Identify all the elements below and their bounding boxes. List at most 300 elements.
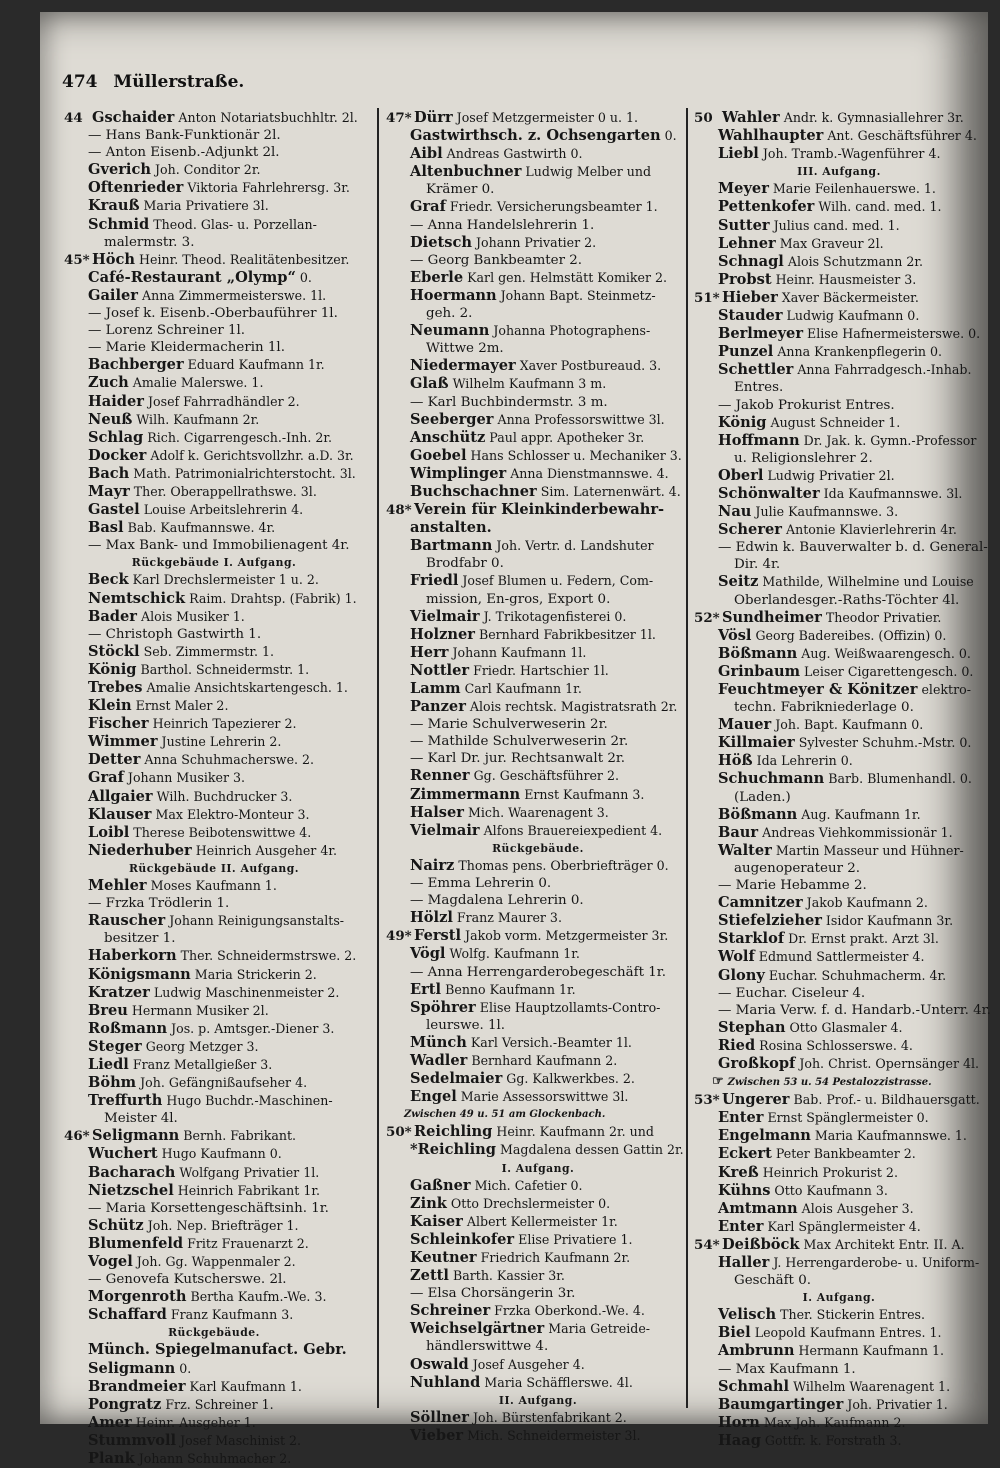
entry-continuation: Krämer 0. <box>426 182 495 198</box>
directory-entry <box>386 927 690 945</box>
street-name: Müllerstraße. <box>113 72 245 92</box>
entry-surname: Reichling <box>414 1123 493 1141</box>
entry-surname: Böhm <box>88 1074 137 1092</box>
entry-details: Mich. Waarenagent 3. <box>463 804 609 820</box>
directory-entry <box>386 1374 690 1392</box>
entry-surname: Deißböck <box>722 1235 800 1253</box>
directory-entry <box>694 145 984 163</box>
directory-entry <box>694 1164 984 1182</box>
entry-surname: Gailer <box>88 286 138 304</box>
entry-surname: Camnitzer <box>718 894 803 912</box>
directory-entry <box>386 1213 690 1231</box>
entry-surname: Engel <box>410 1088 457 1106</box>
directory-entry <box>64 161 364 179</box>
entry-surname: Glaß <box>410 375 449 393</box>
section-heading: I. Aufgang. <box>501 1161 575 1175</box>
entry-details: Hermann Musiker 2l. <box>127 1002 269 1018</box>
directory-entry <box>694 1306 984 1324</box>
directory-entry <box>694 1127 984 1145</box>
entry-surname: Kratzer <box>88 983 150 1001</box>
directory-entry <box>694 1236 984 1254</box>
entry-ditto: — Anton Eisenb.-Adjunkt 2l. <box>88 145 280 161</box>
pointing-hand-icon: ☞ <box>712 1074 724 1090</box>
entry-details: Joh. Tramb.-Wagenführer 4. <box>758 146 941 162</box>
entry-surname: Münch. Spiegelmanufact. Gebr. <box>88 1341 347 1359</box>
entry-surname: Amer <box>88 1413 132 1431</box>
entry-surname: Herr <box>410 643 449 661</box>
directory-entry <box>694 467 984 485</box>
entry-surname: Wuchert <box>88 1145 158 1163</box>
directory-entry <box>694 645 984 663</box>
entry-details: Aug. Weißwaarengesch. 0. <box>797 645 971 661</box>
entry-details: Max Architekt Entr. II. A. <box>799 1236 965 1252</box>
directory-entry <box>386 1195 690 1213</box>
directory-entry <box>64 679 364 697</box>
entry-surname: Gverich <box>88 161 151 179</box>
entry-details: Isidor Kaufmann 3r. <box>821 913 954 929</box>
directory-entry <box>694 1055 984 1073</box>
entry-details: Ther. Schneidermstrswe. 2. <box>176 948 357 964</box>
entry-surname: Schreiner <box>410 1302 491 1320</box>
entry-surname: Eberle <box>410 268 464 286</box>
entry-details: Paul appr. Apotheker 3r. <box>485 429 645 445</box>
entry-details: Xaver Bäckermeister. <box>777 289 919 305</box>
directory-entry <box>694 1342 984 1360</box>
directory-entry <box>64 356 364 374</box>
entry-surname: Dürr <box>414 109 453 126</box>
directory-entry <box>64 842 364 860</box>
directory-entry <box>64 1341 364 1359</box>
entry-surname: Bartmann <box>410 537 493 555</box>
entry-surname: Halser <box>410 803 464 821</box>
entry-surname: Rauscher <box>88 912 166 930</box>
entry-surname: Wadler <box>410 1051 468 1069</box>
directory-entry <box>386 857 690 875</box>
entry-surname: Mehler <box>88 877 147 895</box>
entry-surname: Schettler <box>718 361 794 379</box>
entry-ditto: — Frzka Trödlerin 1. <box>88 896 230 912</box>
entry-details: Fritz Frauenarzt 2. <box>183 1235 309 1251</box>
directory-entry <box>386 662 690 680</box>
house-number: 52* <box>694 609 720 626</box>
entry-ditto: — Christoph Gastwirth 1. <box>88 626 262 642</box>
entry-continuation: (Laden.) <box>734 789 791 805</box>
directory-entry <box>64 947 364 965</box>
section-heading: III. Aufgang. <box>797 165 881 179</box>
entry-details: Joh. Gefängnißaufseher 4. <box>136 1075 308 1091</box>
directory-entry <box>694 198 984 216</box>
entry-surname: Goebel <box>410 446 467 464</box>
entry-surname: Oftenrieder <box>88 179 184 197</box>
directory-entry <box>386 163 690 181</box>
entry-details: Amalie Malerswe. 1. <box>128 375 264 391</box>
entry-details: Jakob Kaufmann 2. <box>802 895 928 911</box>
directory-entry <box>386 822 690 840</box>
entry-ditto: — Magdalena Lehrerin 0. <box>410 893 584 909</box>
entry-ditto: — Marie Kleidermacherin 1l. <box>88 340 285 356</box>
entry-surname: Wahler <box>722 109 780 126</box>
entry-surname: Bader <box>88 607 137 625</box>
entry-continuation: Entres. <box>734 380 784 396</box>
column-right <box>694 109 991 1450</box>
entry-details: Aug. Kaufmann 1r. <box>797 806 921 822</box>
entry-surname: Graf <box>88 769 124 787</box>
entry-details: Adolf k. Gerichtsvollzhr. a.D. 3r. <box>146 447 354 463</box>
entry-details: Edmund Sattlermeister 4. <box>754 949 925 965</box>
directory-entry <box>64 429 364 447</box>
entry-surname: Stephan <box>718 1018 786 1036</box>
directory-entry <box>64 661 364 679</box>
entry-surname: Steger <box>88 1037 142 1055</box>
house-number: 49* <box>386 928 412 945</box>
directory-entry <box>64 1056 364 1074</box>
entry-details: Ther. Oberappellrathswe. 3l. <box>129 483 317 499</box>
entry-details: Rosina Schlosserswe. 4. <box>755 1037 913 1053</box>
entry-surname: Münch <box>410 1033 467 1051</box>
entry-surname: Pongratz <box>88 1395 162 1413</box>
directory-entry <box>64 1127 364 1145</box>
entry-details: Xaver Postbureaud. 3. <box>515 358 662 374</box>
entry-details: Viktoria Fahrlehrersg. 3r. <box>183 180 350 196</box>
entry-details: Ludwig Privatier 2l. <box>763 467 895 483</box>
directory-entry <box>694 217 984 235</box>
entry-continuation: malermstr. 3. <box>104 234 195 250</box>
entry-details: Wilh. Kaufmann 2r. <box>132 411 260 427</box>
directory-entry <box>386 698 690 716</box>
directory-entry <box>64 715 364 733</box>
directory-entry <box>64 109 364 127</box>
house-number: 51* <box>694 289 720 306</box>
entry-details: Wilhelm Kaufmann 3 m. <box>448 376 607 392</box>
directory-entry <box>64 824 364 842</box>
directory-entry <box>386 429 690 447</box>
entry-details: Theod. Glas- u. Porzellan- <box>149 216 317 232</box>
entry-details: Bernhard Fabrikbesitzer 1l. <box>474 626 656 642</box>
entry-details: Alois Musiker 1. <box>136 608 245 624</box>
directory-entry <box>386 322 690 340</box>
directory-entry <box>64 1038 364 1056</box>
house-number: 47* <box>386 110 412 126</box>
entry-surname: Spöhrer <box>410 998 476 1016</box>
entry-continuation: techn. Fabrikniederlage 0. <box>734 700 914 716</box>
entry-details: Joh. Bapt. Kaufmann 0. <box>771 717 924 733</box>
entry-details: Dr. Ernst prakt. Arzt 3l. <box>784 931 939 947</box>
directory-entry <box>64 519 364 537</box>
section-heading: II. Aufgang. <box>498 1393 578 1407</box>
entry-details: Bertha Kaufm.-We. 3. <box>186 1289 327 1305</box>
directory-entry <box>694 485 984 503</box>
directory-entry <box>694 716 984 734</box>
directory-entry <box>386 767 690 785</box>
entry-details: Johann Privatier 2. <box>471 234 597 250</box>
directory-entry <box>386 1088 690 1106</box>
entry-details: Max Graveur 2l. <box>775 235 884 251</box>
directory-entry <box>64 287 364 305</box>
entry-surname: Seitz <box>718 573 759 591</box>
directory-entry <box>386 1427 690 1445</box>
entry-details: Joh. Nep. Briefträger 1. <box>143 1217 299 1233</box>
entry-details: Bab. Prof.- u. Bildhauersgatt. <box>789 1092 980 1108</box>
entry-details: Jos. p. Amtsger.-Diener 3. <box>167 1020 335 1036</box>
entry-surname: Basl <box>88 519 124 537</box>
entry-details: Mich. Schneidermeister 3l. <box>463 1427 641 1443</box>
section-heading: Rückgebäude I. Aufgang. <box>131 556 297 570</box>
house-number: 53* <box>694 1092 720 1109</box>
entry-details: Johann Kaufmann 1l. <box>448 644 587 660</box>
entry-continuation <box>386 1141 690 1159</box>
directory-entry <box>386 375 690 393</box>
entry-surname: Zink <box>410 1194 447 1212</box>
entry-details: Otto Glasmaler 4. <box>785 1019 903 1035</box>
entry-ditto: — Josef k. Eisenb.-Oberbauführer 1l. <box>88 306 338 322</box>
entry-surname: Aibl <box>410 145 443 163</box>
entry-details: Jakob vorm. Metzgermeister 3r. <box>461 928 669 944</box>
entry-details: Karl Spänglermeister 4. <box>763 1218 921 1234</box>
entry-surname: Horn <box>718 1413 760 1431</box>
directory-entry <box>64 374 364 392</box>
entry-details: Karl Kaufmann 1. <box>185 1378 302 1394</box>
entry-surname: Wahlhaupter <box>718 127 824 145</box>
entry-surname: Gschaider <box>92 109 175 126</box>
entry-surname: Klauser <box>88 805 152 823</box>
entry-surname: Breu <box>88 1001 128 1019</box>
entry-details: Magdalena dessen Gattin 2r. <box>496 1142 684 1158</box>
entry-details: Bernhard Kaufmann 2. <box>467 1052 618 1068</box>
directory-entry <box>694 752 984 770</box>
directory-entry <box>694 1200 984 1218</box>
directory-entry <box>64 984 364 1002</box>
directory-entry <box>694 180 984 198</box>
entry-details: Elise Hauptzollamts-Contro- <box>475 999 661 1015</box>
entry-details: Sim. Laternenwärt. 4. <box>536 483 681 499</box>
house-number: 48* <box>386 502 412 519</box>
entry-details: Ida Lehrerin 0. <box>752 753 853 769</box>
entry-details: Franz Metallgießer 3. <box>128 1056 273 1072</box>
entry-details: Dr. Jak. k. Gymn.-Professor <box>799 432 977 448</box>
directory-entry <box>64 788 364 806</box>
entry-details: Amalie Ansichtskartengesch. 1. <box>142 680 348 695</box>
entry-surname: Großkopf <box>718 1054 796 1072</box>
entry-details: Anna Krankenpflegerin 0. <box>773 344 942 360</box>
directory-entry <box>386 804 690 822</box>
entry-details: Friedrich Kaufmann 2r. <box>476 1250 631 1265</box>
entry-details: Josef Maschinist 2. <box>176 1432 302 1448</box>
directory-entry <box>694 967 984 985</box>
entry-details: Gg. Geschäftsführer 2. <box>469 768 619 784</box>
entry-surname: Berlmeyer <box>718 325 804 343</box>
entry-details: Anna Zimmermeisterswe. 1l. <box>137 287 327 303</box>
entry-surname: Enter <box>718 1217 764 1235</box>
entry-continuation: Brodfabr 0. <box>426 556 504 572</box>
entry-ditto: — Euchar. Ciseleur 4. <box>718 985 866 1001</box>
directory-entry <box>64 769 364 787</box>
directory-entry <box>64 1164 364 1182</box>
entry-details: Karl gen. Helmstätt Komiker 2. <box>463 269 668 285</box>
column-left <box>64 109 364 1468</box>
directory-entry <box>694 307 984 325</box>
entry-surname: Nau <box>718 503 752 521</box>
entry-details: Barthol. Schneidermstr. 1. <box>136 661 310 677</box>
entry-details: Johanna Photographens- <box>489 323 651 339</box>
entry-surname: Neuß <box>88 410 133 428</box>
entry-details: Ernst Maler 2. <box>131 698 229 714</box>
entry-surname: Oberl <box>718 466 764 484</box>
entry-ditto: — Jakob Prokurist Entres. <box>718 397 895 413</box>
entry-details: Josef Blumen u. Federn, Com- <box>458 573 654 589</box>
directory-entry <box>386 1070 690 1088</box>
directory-entry <box>694 503 984 521</box>
entry-surname: Keutner <box>410 1249 477 1266</box>
entry-details: Sylvester Schuhm.-Mstr. 0. <box>794 735 972 751</box>
directory-entry <box>694 271 984 289</box>
directory-entry <box>64 1432 364 1450</box>
directory-entry <box>64 1450 364 1468</box>
entry-surname: Seeberger <box>410 410 494 428</box>
entry-continuation: leurswe. 1l. <box>426 1017 506 1033</box>
directory-entry <box>64 251 364 269</box>
directory-entry <box>386 1231 690 1249</box>
page-number: 474 <box>62 72 98 92</box>
directory-entry <box>64 465 364 483</box>
directory-entry <box>694 1324 984 1342</box>
directory-entry <box>64 751 364 769</box>
entry-details: Maria Schäfflerswe. 4l. <box>480 1374 633 1390</box>
directory-entry <box>64 1145 364 1163</box>
entry-continuation: u. Religionslehrer 2. <box>734 450 873 466</box>
entry-surname: Bößmann <box>718 644 798 662</box>
directory-entry <box>694 894 984 912</box>
directory-entry <box>694 414 984 432</box>
directory-entry <box>694 842 984 860</box>
directory-entry <box>64 608 364 626</box>
entry-details: elektro- <box>917 682 971 697</box>
entry-surname: Schmid <box>88 215 150 233</box>
directory-entry <box>694 1378 984 1396</box>
entry-continuation: mission, En-gros, Export 0. <box>426 591 611 607</box>
entry-surname: Höch <box>92 250 136 268</box>
entry-surname: Buchschachner <box>410 482 537 500</box>
entry-surname: Wimplinger <box>410 464 507 482</box>
entry-details: Alfons Brauereiexpedient 4. <box>479 822 663 838</box>
entry-details: Eduard Kaufmann 1r. <box>183 357 325 373</box>
section-heading: Rückgebäude. <box>168 1326 260 1340</box>
entry-continuation: Meister 4l. <box>104 1111 178 1127</box>
entry-details: Ernst Kaufmann 3. <box>520 786 645 802</box>
entry-details: Andr. k. Gymnasiallehrer 3r. <box>779 110 964 125</box>
entry-details: 0. <box>295 269 312 285</box>
directory-entry <box>64 1002 364 1020</box>
entry-surname: Lamm <box>410 680 461 697</box>
entry-surname: Schuchmann <box>718 770 825 788</box>
entry-details: Elise Hafnermeisterswe. 0. <box>803 326 981 342</box>
entry-details: Wilhelm Waarenagent 1. <box>789 1378 951 1394</box>
entry-details: Johann Reinigungsanstalts- <box>165 913 345 929</box>
entry-surname: Schmahl <box>718 1377 790 1395</box>
entry-continuation: Oberlandesger.-Raths-Töchter 4l. <box>734 592 960 608</box>
entry-details: Albert Kellermeister 1r. <box>462 1213 618 1229</box>
entry-details: Otto Drechslermeister 0. <box>446 1195 611 1211</box>
entry-details: Franz Maurer 3. <box>452 910 562 926</box>
entry-surname: Klein <box>88 697 132 715</box>
section-heading: I. Aufgang. <box>802 1291 876 1305</box>
entry-details: Max Joh. Kaufmann 2. <box>759 1414 906 1430</box>
entry-surname: Mayr <box>88 482 130 500</box>
entry-surname: Ertl <box>410 980 442 998</box>
entry-surname: Stauder <box>718 307 783 325</box>
entry-continuation: Wittwe 2m. <box>426 341 504 357</box>
entry-ditto: — Marie Hebamme 2. <box>718 878 867 894</box>
entry-surname: König <box>88 660 137 678</box>
directory-entry <box>386 644 690 662</box>
entry-surname: Feuchtmeyer & Könitzer <box>718 681 918 698</box>
entry-surname: Treffurth <box>88 1092 163 1110</box>
entry-details: Ant. Geschäftsführer 4. <box>823 128 977 144</box>
entry-continuation: geh. 2. <box>426 306 473 322</box>
entry-ditto: — Edwin k. Bauverwalter b. d. General- <box>718 540 988 556</box>
entry-surname: Beck <box>88 571 129 589</box>
entry-details: Heinr. Hausmeister 3. <box>771 271 917 287</box>
directory-entry <box>64 1074 364 1092</box>
directory-entry <box>694 627 984 645</box>
entry-surname: Vösl <box>718 626 752 644</box>
entry-surname: Krauß <box>88 197 140 215</box>
entry-surname: Ungerer <box>722 1091 790 1109</box>
entry-surname: Verein für Kleinkinderbewahr- <box>414 501 665 519</box>
entry-surname: Weichselgärtner <box>410 1320 545 1338</box>
entry-details: Theodor Privatier. <box>821 609 942 625</box>
entry-surname: Starklof <box>718 930 785 948</box>
directory-entry <box>694 521 984 539</box>
directory-entry <box>64 1092 364 1110</box>
entry-details: Carl Kaufmann 1r. <box>460 681 582 696</box>
entry-surname: Bachberger <box>88 356 184 374</box>
entry-details: Leopold Kaufmann Entres. 1. <box>750 1325 942 1341</box>
entry-surname: Schönwalter <box>718 484 820 502</box>
directory-entry <box>386 909 690 927</box>
entry-surname: Ambrunn <box>718 1342 795 1360</box>
entry-surname: Panzer <box>410 698 466 716</box>
entry-ditto: — Lorenz Schreiner 1l. <box>88 323 246 339</box>
entry-surname: Altenbuchner <box>410 163 522 181</box>
entry-surname: Höß <box>718 752 753 770</box>
entry-details: Benno Kaufmann 1r. <box>441 981 576 997</box>
entry-details: Seb. Zimmermstr. 1. <box>139 643 274 659</box>
entry-surname: Bacharach <box>88 1163 176 1181</box>
entry-details: Heinrich Tapezierer 2. <box>148 716 297 732</box>
directory-entry <box>64 877 364 895</box>
entry-ditto: — Emma Lehrerin 0. <box>410 876 552 892</box>
entry-details: Karl Versich.-Beamter 1l. <box>466 1034 632 1050</box>
entry-details: Thomas pens. Oberbriefträger 0. <box>454 857 669 873</box>
directory-entry <box>64 1235 364 1253</box>
directory-entry <box>64 447 364 465</box>
directory-entry <box>694 824 984 842</box>
entry-details: Rich. Cigarrengesch.-Inh. 2r. <box>143 429 333 445</box>
entry-details: Hugo Kaufmann 0. <box>157 1146 282 1162</box>
entry-details: Ida Kaufmannswe. 3l. <box>819 485 963 501</box>
directory-entry <box>694 127 984 145</box>
directory-entry <box>386 572 690 590</box>
entry-surname: Hoffmann <box>718 431 800 449</box>
entry-surname: Hoermann <box>410 286 497 304</box>
entry-surname: Oswald <box>410 1355 469 1373</box>
directory-entry <box>386 626 690 644</box>
entry-details: August Schneider 1. <box>766 414 901 430</box>
entry-surname: Haag <box>718 1431 761 1449</box>
entry-details: Georg Badereibes. (Offizin) 0. <box>751 627 947 643</box>
entry-surname: Seligmann <box>88 1359 176 1377</box>
entry-surname: Wolf <box>718 948 755 966</box>
